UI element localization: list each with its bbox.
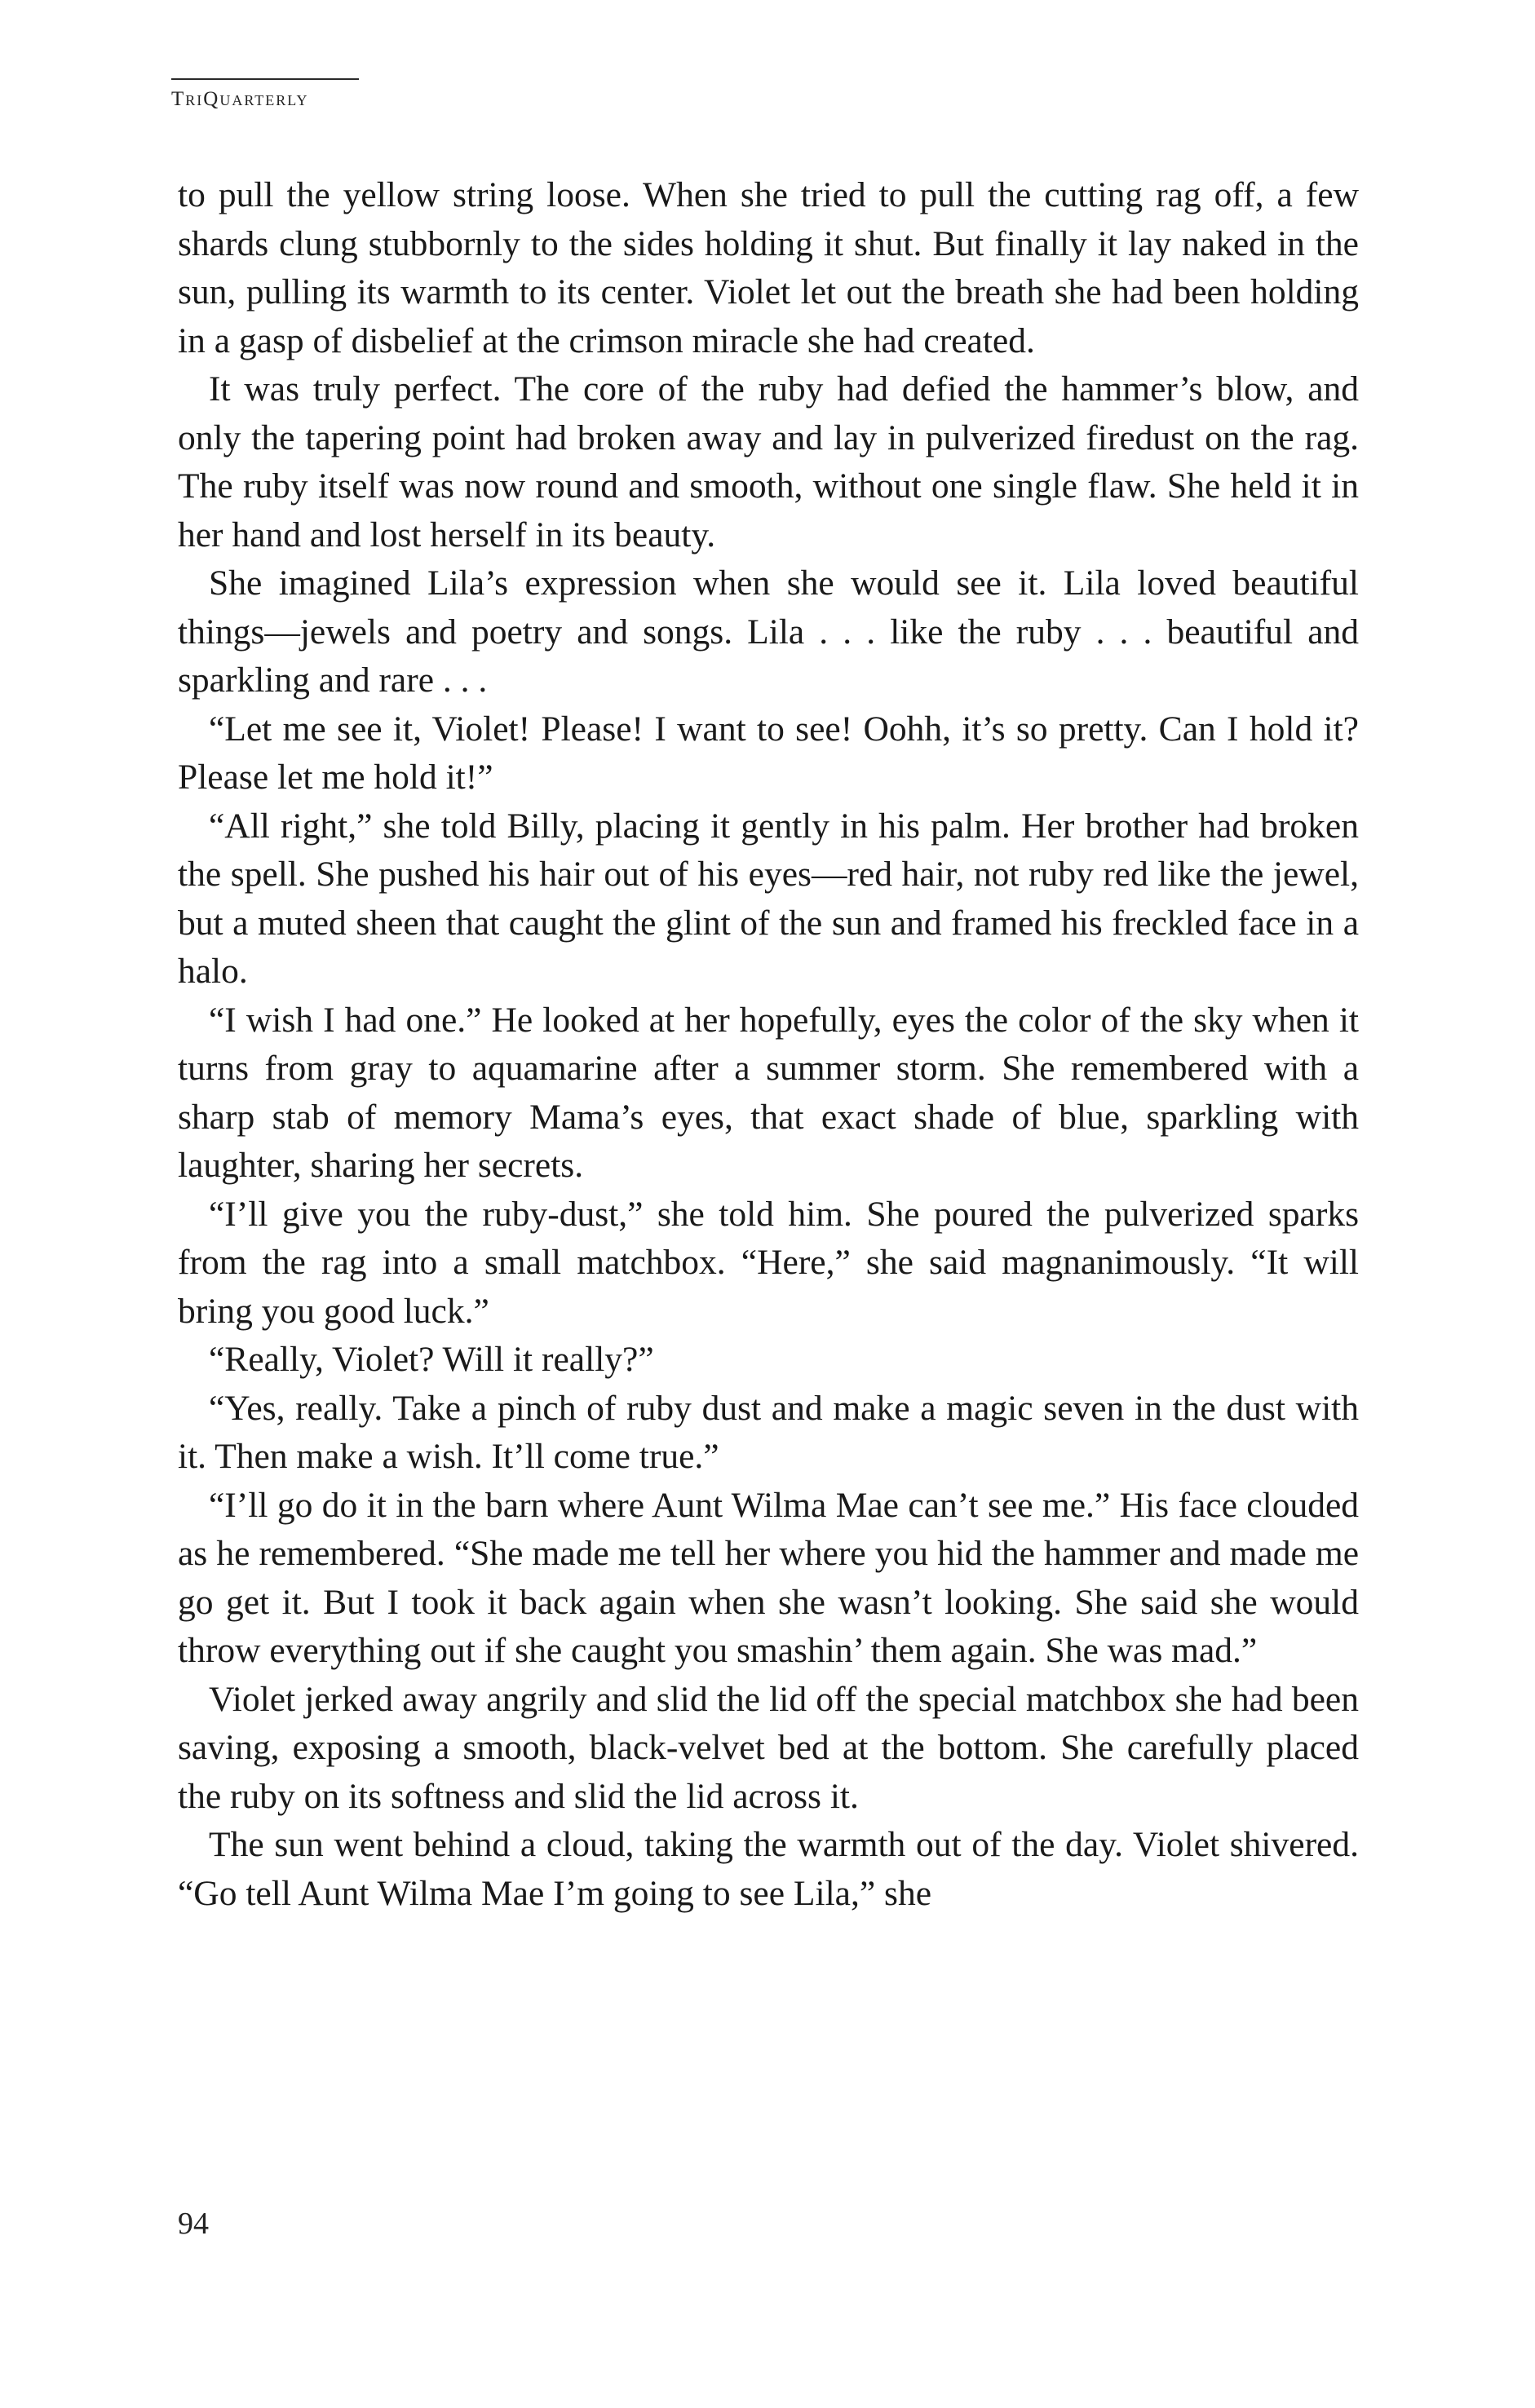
paragraph: “I’ll give you the ruby-dust,” she told him. She poured the pulverized sparks from the rag into a small matchbox. “Here,” she said magnanimously. “It will bring you good luck.”	[178, 1194, 1359, 1331]
body-text	[178, 171, 1359, 1918]
paragraph: It was truly perfect. The core of the ruby had defied the hammer’s blow, and only the tapering point had broken away and lay in pulverized firedust on the rag. The ruby itself was now round and smooth, without one single flaw. She held it in her hand and lost herself in its beauty.	[178, 369, 1359, 555]
paragraph: “Let me see it, Violet! Please! I want to see! Oohh, it’s so pretty. Can I hold it? Please let me hold it!”	[178, 709, 1359, 797]
page-number: 94	[178, 2207, 209, 2241]
paragraph: “Yes, really. Take a pinch of ruby dust and make a magic seven in the dust with it. Then make a wish. It’ll come true.”	[178, 1388, 1359, 1476]
paragraph: “I wish I had one.” He looked at her hopefully, eyes the color of the sky when it turns from gray to aquamarine after a summer storm. She remembered with a sharp stab of memory Mama’s eyes, that exact shade of blue, sparkling with laughter, sharing her secrets.	[178, 1000, 1359, 1185]
paragraph: She imagined Lila’s expression when she would see it. Lila loved beautiful things—jewels and poetry and songs. Lila . . . like the ruby . . . beautiful and sparkling and rare . . .	[178, 563, 1359, 700]
running-head: TriQuarterly	[171, 78, 359, 111]
paragraph: “I’ll go do it in the barn where Aunt Wilma Mae can’t see me.” His face clouded as he remembered. “She made me tell her where you hid the hammer and made me go get it. But I took it back again when she wasn’t looking. She said she would throw everything out if she caught you smashin’ them again. She was mad.”	[178, 1485, 1359, 1670]
paragraph: Violet jerked away angrily and slid the lid off the special matchbox she had been saving, exposing a smooth, black-velvet bed at the bottom. She carefully placed the ruby on its softness and slid the lid across it.	[178, 1679, 1359, 1816]
paragraph: “All right,” she told Billy, placing it gently in his palm. Her brother had broken the spell. She pushed his hair out of his eyes—red hair, not ruby red like the jewel, but a muted sheen that caught the glint of the sun and framed his freckled face in a halo.	[178, 806, 1359, 991]
paragraph: The sun went behind a cloud, taking the warmth out of the day. Violet shivered. “Go tell Aunt Wilma Mae I’m going to see Lila,” she	[178, 1825, 1359, 1913]
paragraph: to pull the yellow string loose. When she tried to pull the cutting rag off, a few shards clung stubbornly to the sides holding it shut. But finally it lay naked in the sun, pulling its warmth to its center. Violet let out the breath she had been holding in a gasp of disbelief at the crimson miracle she had created.	[178, 175, 1359, 360]
paragraph: “Really, Violet? Will it really?”	[209, 1340, 654, 1379]
